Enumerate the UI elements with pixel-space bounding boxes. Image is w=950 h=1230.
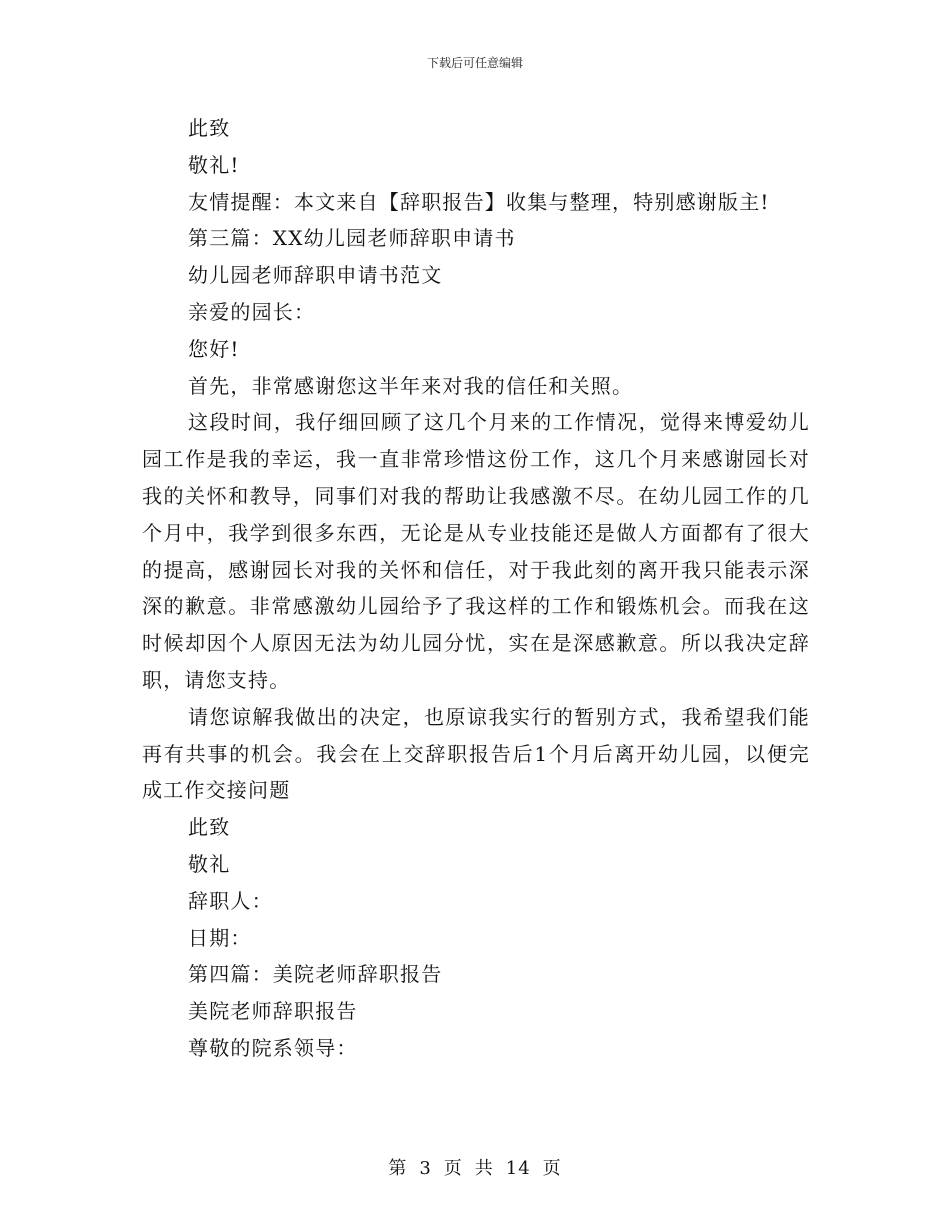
closing-line: 此致 [188, 116, 231, 140]
page-footer [0, 1154, 950, 1180]
salutation-line: 敬礼! [188, 152, 240, 177]
closing-line: 此致 [188, 815, 231, 840]
salutation-line: 敬礼 [188, 851, 231, 876]
greeting-line: 尊敬的院系领导： [188, 1035, 358, 1060]
signature-line: 辞职人： [188, 888, 273, 913]
document-title: 幼儿园老师辞职申请书范文 [188, 263, 443, 288]
section-heading: 第四篇：美院老师辞职报告 [188, 962, 443, 987]
date-line: 日期： [188, 925, 252, 950]
body-line: 首先，非常感谢您这半年来对我的信任和关照。 [188, 373, 634, 398]
document-body [142, 110, 810, 1067]
page-number: 3 [419, 1158, 432, 1179]
greeting-line: 亲爱的园长： [188, 299, 316, 324]
total-pages: 14 [505, 1158, 531, 1179]
body-paragraph: 这段时间，我仔细回顾了这几个月来的工作情况，觉得来博爱幼儿园工作是我的幸运，我一直非常珍惜这份工作，这几个月来感谢园长对我的关怀和教导，同事们对我的帮助让我感激不尽。在幼儿园工作的几个月中，我学到很多东西，无论是从专业技能还是做人方面都有了很大的提高，感谢园长对我的关怀和信任，对于我此刻的离开我只能表示深深的歉意。非常感激幼儿园给予了我这样的工作和锻炼机会。而我在这时候却因个人原因无法为幼儿园分忧，实在是深感歉意。所以我决定辞职，请您支持。 [142, 410, 810, 692]
page-label: 第 [388, 1158, 408, 1179]
body-paragraph: 请您谅解我做出的决定，也原谅我实行的暂别方式，我希望我们能再有共事的机会。我会在上交辞职报告后1个月后离开幼儿园，以便完成工作交接问题 [142, 704, 810, 803]
reminder-line: 友情提醒：本文来自【辞职报告】收集与整理，特别感谢版主! [188, 189, 770, 214]
section-heading: 第三篇：XX幼儿园老师辞职申请书 [188, 226, 516, 251]
greeting-line: 您好! [188, 336, 240, 361]
total-unit: 页 [542, 1158, 562, 1179]
total-label: 共 [474, 1158, 494, 1179]
page-unit: 页 [443, 1158, 463, 1179]
page-header: 下载后可任意编辑 [426, 56, 523, 70]
document-title: 美院老师辞职报告 [188, 999, 358, 1024]
